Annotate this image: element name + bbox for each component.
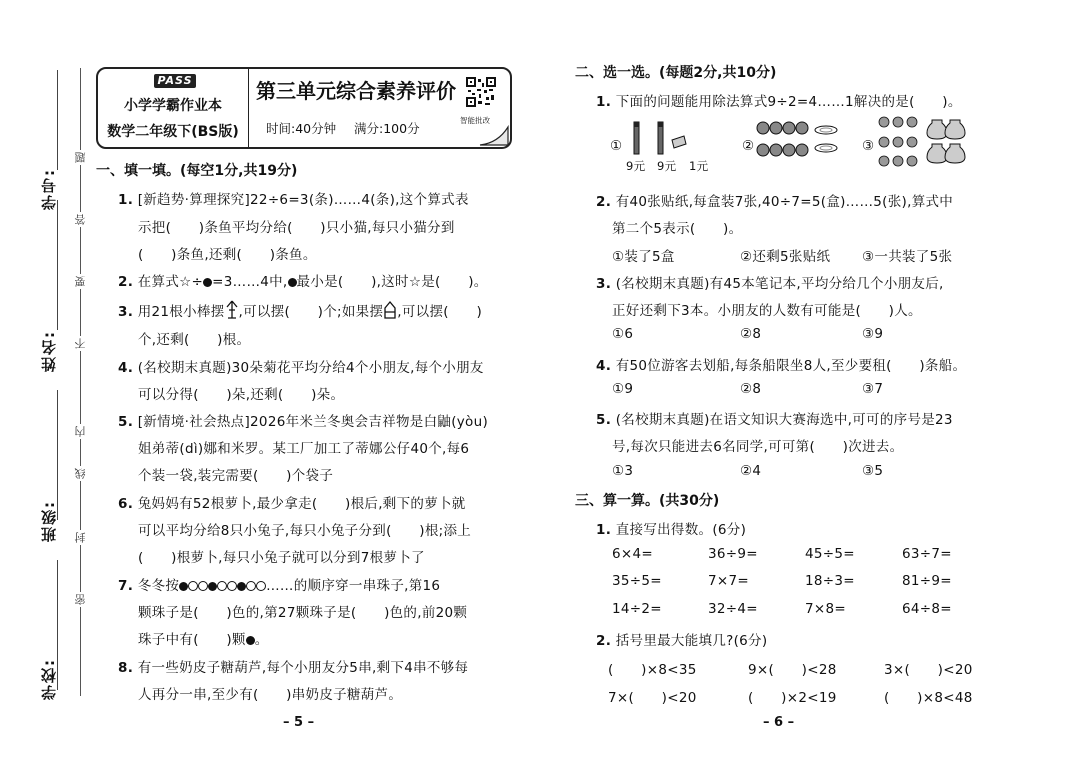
- c-q5-line1: [596, 408, 953, 428]
- brand-name: 小学学霸作业本: [124, 98, 222, 114]
- q4-line2: 可以分得( )朵,还剩( )朵。: [138, 387, 345, 403]
- name-label: 姓名:: [40, 330, 58, 372]
- calc-item: 6×4=: [612, 546, 654, 562]
- q5-number: 5.: [118, 414, 134, 430]
- white-bead-icon: [198, 581, 208, 591]
- q8-line2: 人再分一串,至少有( )串奶皮子糖葫芦。: [138, 687, 403, 703]
- calc-item: 14÷2=: [612, 601, 662, 617]
- q6-line3: ( )根萝卜,每只小兔子就可以分到7根萝卜了: [138, 550, 425, 566]
- c-q2-text: 有40张贴纸,每盒装7张,40÷7=5(盒)……5(张),算式中: [615, 194, 954, 210]
- smart-grading-label: 智能批改: [460, 116, 490, 125]
- flowers-vases-picture-icon: [876, 114, 966, 170]
- q7-line1: [118, 574, 440, 594]
- q8-line1: [118, 656, 468, 676]
- q1-line2: 示把( )条鱼平均分给( )只小猫,每只小猫分到: [138, 220, 455, 236]
- calc-item: 35÷5=: [612, 573, 662, 589]
- section-calc-title: 三、算一算。(共30分): [575, 493, 720, 509]
- c-q5-option[interactable]: ②4: [740, 463, 762, 479]
- white-bead-icon: [217, 581, 227, 591]
- calc2-number: 2.: [596, 633, 612, 649]
- q2-line1: [118, 270, 488, 290]
- seal-char: 内: [74, 426, 87, 437]
- q3-line1: [118, 300, 482, 320]
- q2-text-c: 最小是( ),这时☆是( )。: [296, 274, 488, 290]
- id-blank-line: [57, 70, 58, 170]
- price-label: 9元: [657, 159, 677, 173]
- c-q4-number: 4.: [596, 358, 612, 374]
- calc2-title: [596, 629, 767, 649]
- pens-eraser-picture-icon: [628, 118, 688, 158]
- q6-line2: 可以平均分给8只小兔子,每只小兔子分到( )根;添上: [138, 523, 472, 539]
- c-q1-option2-label: ②: [742, 138, 755, 154]
- q4-number: 4.: [118, 360, 134, 376]
- student-id-label: 学号:: [40, 168, 58, 210]
- q5-line1: [118, 410, 488, 430]
- seal-char: 密: [74, 594, 87, 605]
- section-choice-title: 二、选一选。(每题2分,共10分): [575, 65, 777, 81]
- c-q5-option[interactable]: ①3: [612, 463, 634, 479]
- c-q4-line1: [596, 354, 966, 374]
- c-q1-text: 下面的问题能用除法算式9÷2=4……1解决的是( )。: [615, 94, 962, 110]
- white-bead-icon: [227, 581, 237, 591]
- calc-item: 63÷7=: [902, 546, 952, 562]
- header-divider: [248, 69, 249, 147]
- exam-time: 时间:40分钟: [266, 121, 337, 136]
- q3-line2: 个,还剩( )根。: [138, 332, 251, 348]
- page-number-left: – 5 –: [283, 715, 315, 730]
- fill-max-item[interactable]: ( )×8<48: [884, 690, 973, 706]
- seal-char: 要: [74, 276, 87, 287]
- grade-label: 数学二年级下(BS版): [107, 124, 239, 140]
- calc-item: 7×8=: [805, 601, 847, 617]
- c-q3-option[interactable]: ②8: [740, 326, 762, 342]
- q4-text: (名校期末真题)30朵菊花平均分给4个小朋友,每个小朋友: [137, 360, 484, 376]
- q5-text: [新情境·社会热点]2026年米兰冬奥会吉祥物是白鼬(yòu): [137, 414, 489, 430]
- q7-text-c: 珠子中有( )颗: [138, 632, 246, 648]
- black-dot-icon: [288, 278, 297, 287]
- page-curl-icon: [478, 125, 510, 147]
- school-label: 学校:: [40, 658, 58, 700]
- white-bead-icon: [188, 581, 198, 591]
- seal-char: 线: [74, 468, 87, 479]
- q2-text-a: 在算式☆÷: [137, 274, 204, 290]
- c-q2-line1: [596, 190, 953, 210]
- c-q5-text: (名校期末真题)在语文知识大赛海选中,可可的序号是23: [615, 412, 953, 428]
- black-bead-icon: [246, 636, 255, 645]
- calc-item: 81÷9=: [902, 573, 952, 589]
- q1-text: [新趋势·算理探究]22÷6=3(条)……4(条),这个算式表: [137, 192, 469, 208]
- q6-number: 6.: [118, 496, 134, 512]
- c-q2-option[interactable]: ②还剩5张贴纸: [740, 249, 831, 265]
- fill-max-item[interactable]: ( )×8<35: [608, 662, 697, 678]
- calc2-text: 括号里最大能填几?(6分): [615, 633, 768, 649]
- q6-text: 兔妈妈有52根萝卜,最少拿走( )根后,剩下的萝卜就: [137, 496, 466, 512]
- fill-max-item[interactable]: 7×( )<20: [608, 690, 697, 706]
- fill-max-item[interactable]: 3×( )<20: [884, 662, 973, 678]
- black-dot-icon: [203, 278, 212, 287]
- section-fill-blank-title: 一、填一填。(每空1分,共19分): [96, 163, 298, 179]
- c-q3-text: (名校期末真题)有45本笔记本,平均分给几个小朋友后,: [615, 276, 944, 292]
- exam-header: [96, 67, 512, 149]
- seal-char: 封: [74, 532, 87, 543]
- c-q1-line1: [596, 90, 962, 110]
- fill-max-item[interactable]: ( )×2<19: [748, 690, 837, 706]
- q2-text-b: =3……4中,: [212, 274, 288, 290]
- c-q3-line2: 正好还剩下3本。小朋友的人数有可能是( )人。: [612, 303, 922, 319]
- calc-item: 7×7=: [708, 573, 750, 589]
- q7-text-d: 。: [254, 632, 269, 648]
- c-q3-option[interactable]: ③9: [862, 326, 884, 342]
- c-q5-number: 5.: [596, 412, 612, 428]
- seal-char: 题: [74, 152, 87, 163]
- c-q3-line1: [596, 272, 944, 292]
- c-q1-option3-label: ③: [862, 138, 875, 154]
- c-q4-option[interactable]: ①9: [612, 381, 634, 397]
- black-bead-icon: [179, 582, 188, 591]
- c-q2-option[interactable]: ①装了5盒: [612, 249, 675, 265]
- calc1-text: 直接写出得数。(6分): [615, 522, 747, 538]
- c-q1-number: 1.: [596, 94, 612, 110]
- calc-item: 64÷8=: [902, 601, 952, 617]
- calc1-number: 1.: [596, 522, 612, 538]
- c-q3-number: 3.: [596, 276, 612, 292]
- q3-number: 3.: [118, 304, 134, 320]
- c-q3-option[interactable]: ①6: [612, 326, 634, 342]
- exam-title: 第三单元综合素养评价: [256, 79, 456, 103]
- calc-item: 45÷5=: [805, 546, 855, 562]
- c-q1-option1-label: ①: [610, 138, 623, 154]
- q1-number: 1.: [118, 192, 134, 208]
- q7-line2: 颗珠子是( )色的,第27颗珠子是( )色的,前20颗: [138, 605, 468, 621]
- c-q5-option[interactable]: ③5: [862, 463, 884, 479]
- name-blank-line: [57, 200, 58, 330]
- black-bead-icon: [208, 582, 217, 591]
- apples-plates-picture-icon: [756, 118, 840, 162]
- q5-line3: 个装一袋,装完需要( )个袋子: [138, 468, 334, 484]
- calc-item: 32÷4=: [708, 601, 758, 617]
- seal-char: 答: [74, 214, 87, 225]
- stick-arrow-shape-icon: [225, 300, 239, 320]
- q1-line1: [118, 188, 469, 208]
- q8-number: 8.: [118, 660, 134, 676]
- q4-line1: [118, 356, 484, 376]
- q7-line3: [138, 628, 269, 648]
- page-number-right: – 6 –: [763, 715, 795, 730]
- exam-score: 满分:100分: [354, 121, 420, 136]
- q5-line2: 姐弟蒂(dì)娜和米罗。某工厂加工了蒂娜公仔40个,每6: [138, 441, 470, 457]
- q8-text: 有一些奶皮子糖葫芦,每个小朋友分5串,剩下4串不够每: [137, 660, 469, 676]
- stick-house-shape-icon: [383, 300, 397, 320]
- seal-char: 不: [74, 338, 87, 349]
- q3-text-b: ,可以摆( )个;如果摆: [238, 304, 384, 320]
- c-q4-option[interactable]: ③7: [862, 381, 884, 397]
- c-q4-text: 有50位游客去划船,每条船限坐8人,至少要租( )条船。: [615, 358, 967, 374]
- white-bead-icon: [246, 581, 256, 591]
- q3-text-a: 用21根小棒摆: [137, 304, 225, 320]
- c-q2-line2: 第二个5表示( )。: [612, 221, 743, 237]
- q1-line3: ( )条鱼,还剩( )条鱼。: [138, 247, 317, 263]
- q2-number: 2.: [118, 274, 134, 290]
- c-q2-number: 2.: [596, 194, 612, 210]
- brand-logo: PASS: [154, 74, 196, 88]
- class-label: 班级:: [40, 500, 58, 542]
- q7-text-a: 冬冬按: [137, 578, 180, 594]
- calc-item: 18÷3=: [805, 573, 855, 589]
- calc-item: 36÷9=: [708, 546, 758, 562]
- white-bead-icon: [256, 581, 266, 591]
- c-q5-line2: 号,每次只能进去6名同学,可可第( )次进去。: [612, 439, 904, 455]
- q7-text-b: ……的顺序穿一串珠子,第16: [266, 578, 441, 594]
- q3-text-c: ,可以摆( ): [397, 304, 483, 320]
- black-bead-icon: [237, 582, 246, 591]
- price-label: 1元: [689, 159, 709, 173]
- qr-code-icon[interactable]: [466, 77, 496, 107]
- q7-number: 7.: [118, 578, 134, 594]
- c-q2-option[interactable]: ③一共装了5张: [862, 249, 953, 265]
- calc1-title: [596, 518, 746, 538]
- c-q4-option[interactable]: ②8: [740, 381, 762, 397]
- price-label: 9元: [626, 159, 646, 173]
- fill-max-item[interactable]: 9×( )<28: [748, 662, 837, 678]
- q6-line1: [118, 492, 466, 512]
